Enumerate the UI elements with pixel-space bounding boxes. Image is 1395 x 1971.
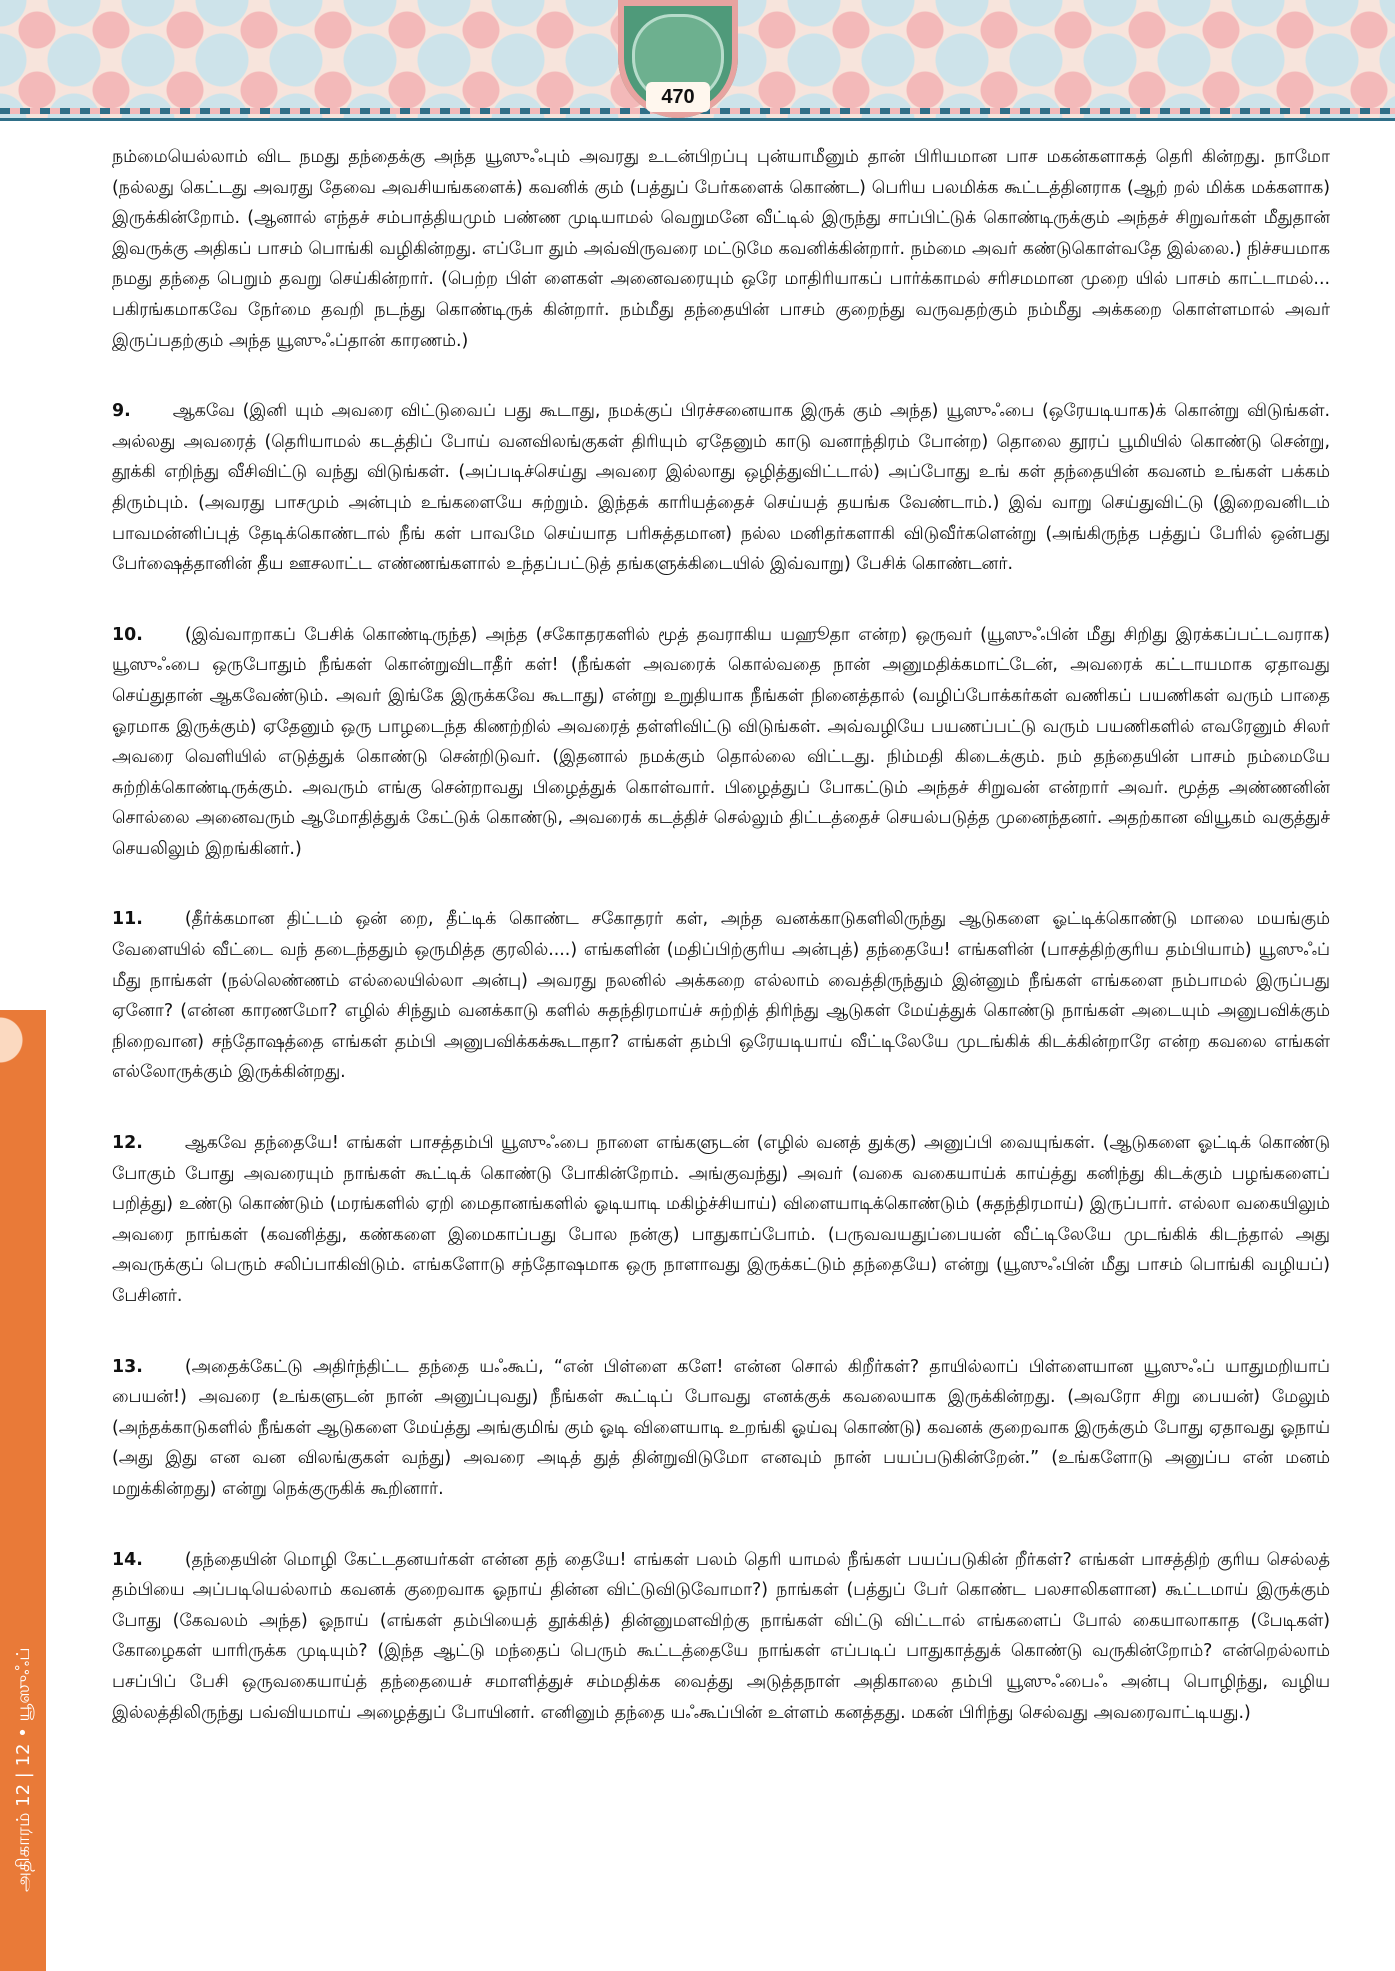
- verse-text: (தந்தையின் மொழி கேட்டதனயர்கள் என்ன தந் தையே! எங்கள் பலம் தெரி யாமல் நீங்கள் பயப்படுகின் றீர்கள்? எங்கள் பாசத்திற் குரிய செல்லத் தம்பியை அப்படியெல்லாம் கவனக் குறைவாக ஓநாய் தின்ன விட்டுவிடுவோமா?) நாங்கள் (பத்துப் பேர் கொண்ட பலசாலிகளான) கூட்டமாய் இருக்கும் போது (கேவலம் அந்த) ஓநாய் (எங்கள் தம்பியைத் தூக்கித்) தின்னுமளவிற்கு நாங்கள் விட்டு விட்டால் எங்களைப் போல் கையாலாகாத (பேடிகள்) கோழைகள் யாரிருக்க முடியும்? (இந்த ஆட்டு மந்தைப் பெரும் கூட்டத்தையே நாங்கள் எப்படிப் பாதுகாத்துக் கொண்டு வருகின்றோம்? என்றெல்லாம் பசப்பிப் பேசி ஒருவகையாய்த் தந்தையைச் சமாளித்துச் சம்மதிக்க வைத்து அடுத்தநாள் அதிகாலை தம்பி யூஸுஃபைஃ அன்பு பொழிந்து, வழிய இல்லத்திலிருந்து பவ்வியமாய் அழைத்துப் போயினர். எனினும் தந்தை யஃகூப்பின் உள்ளம் கனத்தது. மகன் பிரிந்து செல்வது அவரைவாட்டியது.): [112, 1549, 1330, 1723]
- verse-number: 11.: [112, 909, 143, 930]
- verse-11: [112, 904, 1330, 1088]
- verse-9: [112, 396, 1330, 580]
- verse-text: (அதைக்கேட்டு அதிர்ந்திட்ட தந்தை யஃகூப், “என் பிள்ளை களே! என்ன சொல் கிறீர்கள்? தாயில்லாப் பிள்ளையான யூஸுஃப் யாதுமறியாப் பையன்!) அவரை (உங்களுடன் நான் அனுப்புவது) நீங்கள் கூட்டிப் போவது எனக்குக் கவலையாக இருக்கின்றது. (அவரோ சிறு பையன்) மேலும் (அந்தக்காடுகளில் நீங்கள் ஆடுகளை மேய்த்து அங்குமிங் கும் ஓடி விளையாடி உறங்கி ஓய்வு கொண்டு) கவனக் குறைவாக இருக்கும் போது ஏதாவது ஓநாய் (அது இது என வன விலங்குகள் வந்து) அவரை அடித் துத் தின்றுவிடுமோ எனவும் நான் பயப்படுகின்றேன்.” (உங்களோடு அனுப்ப என் மனம் மறுக்கின்றது) என்று நெக்குருகிக் கூறினார்.: [112, 1356, 1330, 1499]
- side-bar-ornament: [0, 1010, 46, 1070]
- verse-number: 9.: [112, 401, 131, 422]
- side-chapter-label: அதிகாரம் 12 | 12 • யூஸுஃப்: [13, 1647, 34, 1893]
- verse-10: [112, 620, 1330, 865]
- verse-number: 14.: [112, 1549, 143, 1570]
- verse-number: 10.: [112, 624, 143, 645]
- verse-text: ஆகவே (இனி யும் அவரை விட்டுவைப் பது கூடாது, நமக்குப் பிரச்சனையாக இருக் கும் அந்த) யூஸுஃபை (ஒரேயடியாக)க் கொன்று விடுங்கள். அல்லது அவரைத் (தெரியாமல் கடத்திப் போய் வனவிலங்குகள் திரியும் ஏதேனும் காடு வனாந்திரம் போன்ற) தொலை தூரப் பூமியில் கொண்டு சென்று, தூக்கி எறிந்து வீசிவிட்டு வந்து விடுங்கள். (அப்படிச்செய்து அவரை இல்லாது ஒழித்துவிட்டால்) அப்போது உங் கள் தந்தையின் கவனம் உங்கள் பக்கம் திரும்பும். (அவரது பாசமும் அன்பும் உங்களையே சுற்றும். இந்தக் காரியத்தைச் செய்யத் தயங்க வேண்டாம்.) இவ் வாறு செய்துவிட்டு (இறைவனிடம் பாவமன்னிப்புத் தேடிக்கொண்டால் நீங் கள் பாவமே செய்யாத பரிசுத்தமான) நல்ல மனிதர்களாகி விடுவீர்களென்று (அங்கிருந்த பத்துப் பேரில் ஒன்பது பேர்ஷைத்தானின் தீய ஊசலாட்ட எண்ணங்களால் உந்தப்பட்டுத் தங்களுக்கிடையில் இவ்வாறு) பேசிக் கொண்டனர்.: [112, 401, 1330, 575]
- verse-number: 12.: [112, 1133, 143, 1154]
- verse-14: [112, 1545, 1330, 1729]
- verse-text: (தீர்க்கமான திட்டம் ஒன் றை, தீட்டிக் கொண்ட சகோதரர் கள், அந்த வனக்காடுகளிலிருந்து ஆடுகளை ஓட்டிக்கொண்டு மாலை மயங்கும் வேளையில் வீட்டை வந் தடைந்ததும் ஒருமித்த குரலில்....) எங்களின் (மதிப்பிற்குரிய அன்புத்) தந்தையே! எங்களின் (பாசத்திற்குரிய தம்பியாம்) யூஸுஃப் மீது நாங்கள் (நல்லெண்ணம் எல்லையில்லா அன்பு) அவரது நலனில் அக்கறை எல்லாம் வைத்திருந்தும் இன்னும் நீங்கள் எங்களை நம்பாமல் இருப்பது ஏனோ? (என்ன காரணமோ? எழில் சிந்தும் வனக்காடு களில் சுதந்திரமாய்ச் சுற்றித் திரிந்து ஆடுகள் மேய்த்துக் கொண்டு நாங்கள் அடையும் அனுபவிக்கும் நிறைவான) சந்தோஷத்தை எங்கள் தம்பி அனுபவிக்கக்கூடாதா? எங்கள் தம்பி ஒரேயடியாய் வீட்டிலேயே முடங்கிக் கிடக்கின்றாரே என்ற கவலை எங்கள் எல்லோருக்கும் இருக்கின்றது.: [112, 909, 1330, 1083]
- paragraph: [112, 142, 1330, 356]
- verse-13: [112, 1352, 1330, 1505]
- verse-number: 13.: [112, 1356, 143, 1377]
- page-body: [112, 142, 1330, 1768]
- verse-text: ஆகவே தந்தையே! எங்கள் பாசத்தம்பி யூஸுஃபை நாளை எங்களுடன் (எழில் வனத் துக்கு) அனுப்பி வையுங்கள். (ஆடுகளை ஓட்டிக் கொண்டு போகும் போது அவரையும் நாங்கள் கூட்டிக் கொண்டு போகின்றோம். அங்குவந்து) அவர் (வகை வகையாய்க் காய்த்து கனிந்து கிடக்கும் பழங்களைப் பறித்து) உண்டு கொண்டும் (மரங்களில் ஏறி மைதானங்களில் ஓடியாடி மகிழ்ச்சியாய்) விளையாடிக்கொண்டும் (சுதந்திரமாய்) இருப்பார். எல்லா வகையிலும் அவரை நாங்கள் (கவனித்து, கண்களை இமைகாப்பது போல நன்கு) பாதுகாப்போம். (பருவவயதுப்பையன் வீட்டிலேயே முடங்கிக் கிடந்தால் அது அவருக்குப் பெரும் சலிப்பாகிவிடும். எங்களோடு சந்தோஷமாக ஒரு நாளாவது இருக்கட்டும் தந்தையே) என்று (யூஸுஃபின் மீது பாசம் பொங்கி வழியப்) பேசினர்.: [112, 1133, 1330, 1306]
- verse-12: [112, 1128, 1330, 1312]
- verse-text: (இவ்வாறாகப் பேசிக் கொண்டிருந்த) அந்த (சகோதரகளில் மூத் தவராகிய யஹூதா என்ற) ஒருவர் (யூஸுஃபின் மீது சிறிது இரக்கப்பட்டவராக) யூஸுஃபை ஒருபோதும் நீங்கள் கொன்றுவிடாதீர் கள்! (நீங்கள் அவரைக் கொல்வதை நான் அனுமதிக்கமாட்டேன், அவரைக் கட்டாயமாக ஏதாவது செய்துதான் ஆகவேண்டும். அவர் இங்கே இருக்கவே கூடாது) என்று உறுதியாக நீங்கள் நினைத்தால் (வழிப்போக்கர்கள் வணிகப் பயணிகள் வரும் பாதை ஓரமாக இருக்கும்) ஏதேனும் ஒரு பாழடைந்த கிணற்றில் அவரைத் தள்ளிவிட்டு விடுங்கள். அவ்வழியே பயணப்பட்டு வரும் பயணிகளில் எவரேனும் சிலர் அவரை வெளியில் எடுத்துக் கொண்டு சென்றிடுவர். (இதனால் நமக்கும் தொல்லை விட்டது. நிம்மதி கிடைக்கும். நம் தந்தையின் பாசம் நம்மையே சுற்றிக்கொண்டிருக்கும். அவரும் எங்கு சென்றாவது பிழைத்துக் கொள்வார். பிழைத்துப் போகட்டும் அந்தச் சிறுவன் என்றார் அவர். மூத்த அண்ணனின் சொல்லை அனைவரும் ஆமோதித்துக் கேட்டுக் கொண்டு, அவரைக் கடத்திச் செல்லும் திட்டத்தைச் செயல்படுத்த முனைந்தனர். அதற்கான வியூகம் வகுத்துச் செயலிலும் இறங்கினர்.): [112, 624, 1330, 859]
- page-number: 470: [646, 82, 710, 112]
- paragraph-text: நம்மையெல்லாம் விட நமது தந்தைக்கு அந்த யூஸுஃபும் அவரது உடன்பிறப்பு புன்யாமீனும் தான் பிரியமான பாச மகன்களாகத் தெரி கின்றது. நாமோ (நல்லது கெட்டது அவரது தேவை அவசியங்களைக்) கவனிக் கும் (பத்துப் பேர்களைக் கொண்ட) பெரிய பலமிக்க கூட்டத்தினராக (ஆற் றல் மிக்க மக்களாக) இருக்கின்றோம். (ஆனால் எந்தச் சம்பாத்தியமும் பண்ண முடியாமல் வெறுமனே வீட்டில் இருந்து சாப்பிட்டுக் கொண்டிருக்கும் அந்தச் சிறுவர்கள் மீதுதான் இவருக்கு அதிகப் பாசம் பொங்கி வழிகின்றது. எப்போ தும் அவ்விருவரை மட்டுமே கவனிக்கின்றார். நம்மை அவர் கண்டுகொள்வதே இல்லை.) நிச்சயமாக நமது தந்தை பெறும் தவறு செய்கின்றார். (பெற்ற பிள் ளைகள் அனைவரையும் ஒரே மாதிரியாகப் பார்க்காமல் சரிசமமான முறை யில் பாசம் காட்டாமல்... பகிரங்கமாகவே நேர்மை தவறி நடந்து கொண்டிருக் கின்றார். நம்மீது தந்தையின் பாசம் குறைந்து வருவதற்கும் நம்மீது அக்கறை கொள்ளமால் அவர் இருப்பதற்கும் அந்த யூஸுஃப்தான் காரணம்.): [112, 147, 1330, 351]
